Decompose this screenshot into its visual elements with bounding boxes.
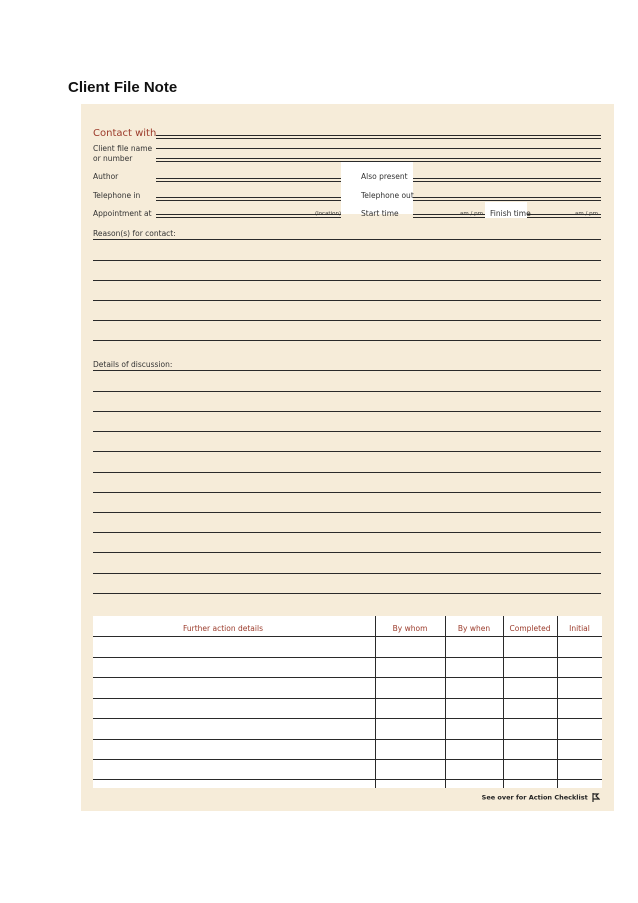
author-field[interactable] — [156, 178, 341, 182]
author-label: Author — [93, 172, 119, 181]
client-file-name-label: Client file name — [93, 144, 153, 153]
action-checklist-note — [482, 793, 600, 802]
page-turn-icon — [592, 793, 600, 802]
contact-with-field[interactable] — [156, 135, 601, 139]
further-action-table — [93, 616, 602, 788]
col-header-completed: Completed — [509, 624, 551, 633]
finish-time-label: Finish time — [490, 209, 531, 218]
appointment-at-label: Appointment at — [93, 209, 152, 218]
reasons-label: Reason(s) for contact: — [93, 229, 176, 238]
client-file-name-guide — [156, 148, 601, 149]
contact-with-label: Contact with — [93, 128, 157, 139]
telephone-in-label: Telephone in — [93, 191, 141, 200]
telephone-in-field[interactable] — [156, 197, 341, 201]
or-number-label: or number — [93, 154, 133, 163]
col-header-by-whom: By whom — [392, 624, 428, 633]
telephone-out-label: Telephone out — [361, 191, 414, 200]
footer-text: See over for Action Checklist — [481, 793, 588, 802]
col-header-by-when: By when — [457, 624, 491, 633]
location-note: (location) — [315, 211, 342, 217]
col-header-further-action: Further action details — [183, 624, 263, 633]
col-header-initial: Initial — [569, 624, 590, 633]
am-pm-start: am / pm — [460, 211, 483, 217]
details-label: Details of discussion: — [93, 360, 173, 369]
page-title: Client File Note — [68, 79, 178, 96]
telephone-out-field[interactable] — [413, 197, 601, 201]
also-present-field[interactable] — [413, 178, 601, 182]
am-pm-finish: am / pm — [575, 211, 598, 217]
start-time-label: Start time — [361, 209, 399, 218]
client-file-form — [81, 104, 614, 811]
middle-column-box — [341, 162, 413, 214]
also-present-label: Also present — [361, 172, 408, 181]
appointment-at-field[interactable] — [156, 214, 341, 218]
